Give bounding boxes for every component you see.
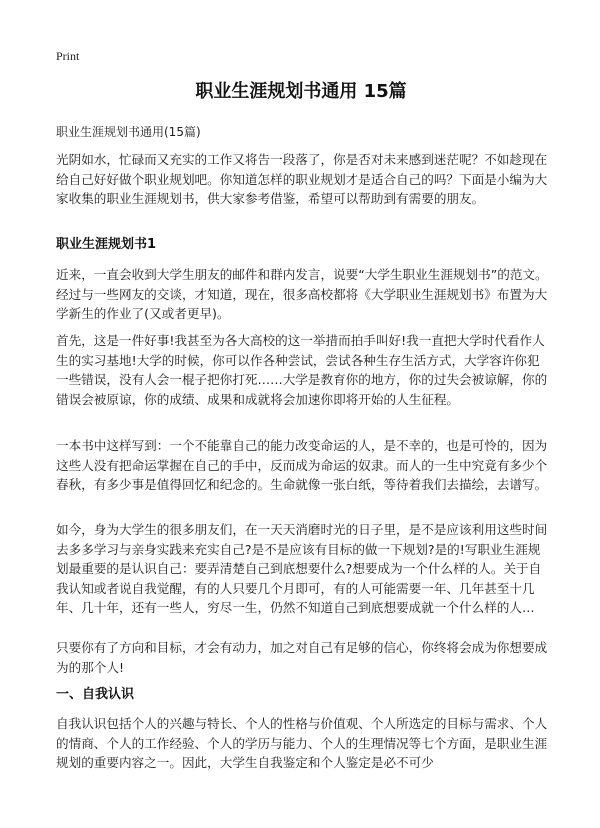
section-heading-self-awareness: 一、自我认识 [56,687,135,702]
section-heading-book1: 职业生涯规划书1 [56,237,157,252]
body-paragraph: 如今，身为大学生的很多朋友们，在一天天消磨时光的日子里，是不是应该利用这些时间去多多学习与亲身实践来充实自己?是不是应该有目标的做一下规划?是的!写职业生涯规划最重要的是认识自己：要弄清楚自己到底想要什么?想要成为一个什么样的人。关于自我认知或者说自我觉醒，有的人只要几个月即可，有的人可能需要一年、几年甚至十几年、几十年，还有一些人，穷尽一生，仍然不知道自己到底想要成就一个什么样的人… [56,522,548,615]
body-paragraph: 只要你有了方向和目标，才会有动力，加之对自己有足够的信心，你终将会成为你想要成为的那个人! [56,640,548,675]
print-label: Print [56,49,80,63]
body-paragraph: 近来，一直会收到大学生朋友的邮件和群内发言，说要“大学生职业生涯规划书”的范文。经过与一些网友的交谈，才知道，现在，很多高校都将《大学职业生涯规划书》布置为大学新生的作业了(又或者更早)。 [56,267,548,321]
body-paragraph: 首先，这是一件好事!我甚至为各大高校的这一举措而拍手叫好!我一直把大学时代看作人生的实习基地!大学的时候，你可以作各种尝试，尝试各种生存生活方式，大学容许你犯一些错误，没有人会一棍子把你打死……大学是教育你的地方，你的过失会被谅解，你的错误会被原谅，你的成绩、成果和成就将会加速你即将开始的人生征程。 [56,333,548,407]
intro-paragraph: 光阴如水，忙碌而又充实的工作又将告一段落了，你是否对未来感到迷茫呢？不如趁现在给自己好好做个职业规划吧。你知道怎样的职业规划才是适合自己的吗？下面是小编为大家收集的职业生涯规划书，供大家参考借鉴，希望可以帮助到有需要的朋友。 [56,152,548,206]
document-title: 职业生涯规划书通用 15篇 [195,81,407,102]
document-subtitle: 职业生涯规划书通用(15篇) [56,125,201,139]
body-paragraph: 一本书中这样写到：一个不能靠自己的能力改变命运的人，是不幸的，也是可怜的，因为这些人没有把命运掌握在自己的手中，反而成为命运的奴隶。而人的一生中究竟有多少个春秋，有多少事是值得回忆和纪念的。生命就像一张白纸，等待着我们去描绘，去谱写。 [56,438,548,492]
body-paragraph: 自我认识包括个人的兴趣与特长、个人的性格与价值观、个人所选定的目标与需求、个人的情商、个人的工作经验、个人的学历与能力、个人的生理情况等七个方面，是职业生涯规划的重要内容之一。因此，大学生自我鉴定和个人鉴定是必不可少 [56,716,548,770]
